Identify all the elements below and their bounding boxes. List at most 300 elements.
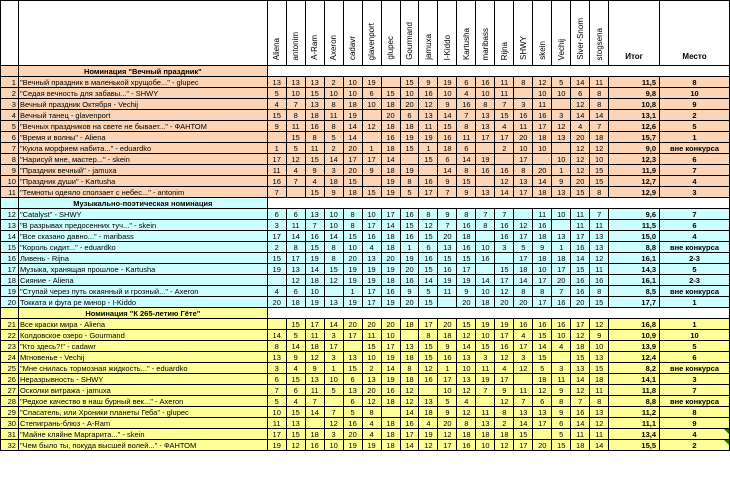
score-cell[interactable]: 4: [362, 429, 381, 440]
score-cell[interactable]: 14: [438, 110, 457, 121]
score-cell[interactable]: 10: [381, 330, 400, 341]
score-cell[interactable]: 8: [590, 99, 609, 110]
score-cell[interactable]: 7: [267, 187, 286, 198]
score-cell[interactable]: 20: [571, 297, 590, 308]
score-cell[interactable]: 10: [438, 385, 457, 396]
score-cell[interactable]: 14: [533, 176, 552, 187]
score-cell[interactable]: 11: [286, 121, 305, 132]
score-cell[interactable]: 11: [495, 88, 514, 99]
score-cell[interactable]: 16: [381, 286, 400, 297]
score-cell[interactable]: 8: [476, 220, 495, 231]
score-cell[interactable]: 12: [286, 440, 305, 451]
score-cell[interactable]: 19: [476, 374, 495, 385]
score-cell[interactable]: 11: [571, 220, 590, 231]
score-cell[interactable]: 14: [286, 231, 305, 242]
entry-number-cell[interactable]: 8: [1, 154, 19, 165]
entry-number-cell[interactable]: 3: [1, 99, 19, 110]
score-cell[interactable]: 17: [419, 187, 438, 198]
score-cell[interactable]: 4: [362, 418, 381, 429]
score-cell[interactable]: 8: [514, 77, 533, 88]
score-cell[interactable]: 18: [305, 110, 324, 121]
score-cell[interactable]: 10: [476, 242, 495, 253]
place-cell[interactable]: вне конкурса: [660, 363, 730, 374]
score-cell[interactable]: 9: [533, 242, 552, 253]
total-cell[interactable]: 10,8: [609, 99, 660, 110]
score-cell[interactable]: 16: [267, 176, 286, 187]
score-cell[interactable]: 17: [362, 286, 381, 297]
score-cell[interactable]: 8: [400, 176, 419, 187]
score-cell[interactable]: 11: [476, 407, 495, 418]
score-cell[interactable]: 20: [362, 319, 381, 330]
score-cell[interactable]: 13: [590, 352, 609, 363]
total-cell[interactable]: 12,4: [609, 352, 660, 363]
place-cell[interactable]: 8: [660, 77, 730, 88]
score-cell[interactable]: 8: [400, 363, 419, 374]
category-filler-cell[interactable]: [267, 66, 729, 77]
total-cell[interactable]: 14,3: [609, 264, 660, 275]
score-cell[interactable]: 11: [514, 385, 533, 396]
score-cell[interactable]: 15: [533, 352, 552, 363]
score-cell[interactable]: 18: [438, 143, 457, 154]
score-cell[interactable]: 9: [438, 407, 457, 418]
score-cell[interactable]: [362, 132, 381, 143]
entry-title-cell[interactable]: Неразрывность - SHWY: [18, 374, 267, 385]
score-cell[interactable]: 20: [267, 297, 286, 308]
score-cell[interactable]: 13: [267, 352, 286, 363]
entry-title-cell[interactable]: "Редкое качество в наш бурный век..." - Axeron: [18, 396, 267, 407]
score-cell[interactable]: 8: [343, 209, 362, 220]
score-cell[interactable]: 2: [267, 242, 286, 253]
entry-title-cell[interactable]: Токката и фуга ре минор - I-Kiddo: [18, 297, 267, 308]
total-cell[interactable]: 14,1: [609, 374, 660, 385]
score-cell[interactable]: 16: [533, 319, 552, 330]
score-cell[interactable]: [476, 264, 495, 275]
score-cell[interactable]: 20: [571, 176, 590, 187]
score-cell[interactable]: 16: [457, 220, 476, 231]
entry-title-cell[interactable]: "Вечный праздник в маленькой хрущобе..." - glupec: [18, 77, 267, 88]
score-cell[interactable]: 8: [495, 407, 514, 418]
score-cell[interactable]: [552, 352, 571, 363]
score-cell[interactable]: 12: [571, 385, 590, 396]
entry-title-cell[interactable]: "Спасатель, или Хроники планеты Геба" - glupec: [18, 407, 267, 418]
score-cell[interactable]: 4: [267, 286, 286, 297]
score-cell[interactable]: 9: [552, 385, 571, 396]
score-cell[interactable]: 8: [457, 418, 476, 429]
score-cell[interactable]: 16: [495, 231, 514, 242]
entry-number-cell[interactable]: 6: [1, 132, 19, 143]
entry-number-cell[interactable]: 4: [1, 110, 19, 121]
place-cell[interactable]: 4: [660, 429, 730, 440]
place-cell[interactable]: вне конкурса: [660, 143, 730, 154]
score-cell[interactable]: 19: [400, 132, 419, 143]
entry-title-cell[interactable]: "Вечных праздников на свете не бывает..." - ФАНТОМ: [18, 121, 267, 132]
score-cell[interactable]: 18: [533, 187, 552, 198]
score-cell[interactable]: 13: [362, 253, 381, 264]
score-cell[interactable]: 10: [324, 440, 343, 451]
score-cell[interactable]: 16: [571, 242, 590, 253]
score-cell[interactable]: 3: [514, 99, 533, 110]
score-cell[interactable]: 20: [514, 132, 533, 143]
score-cell[interactable]: 17: [476, 132, 495, 143]
score-cell[interactable]: 18: [305, 429, 324, 440]
place-cell[interactable]: 3: [660, 374, 730, 385]
score-cell[interactable]: 13: [476, 121, 495, 132]
place-cell[interactable]: 5: [660, 264, 730, 275]
score-cell[interactable]: 19: [305, 297, 324, 308]
score-cell[interactable]: 12: [571, 99, 590, 110]
score-cell[interactable]: 15: [343, 176, 362, 187]
score-cell[interactable]: 15: [514, 429, 533, 440]
score-cell[interactable]: 6: [362, 88, 381, 99]
entry-title-cell[interactable]: "Время и волны" - Aliena: [18, 132, 267, 143]
score-cell[interactable]: 18: [533, 132, 552, 143]
score-cell[interactable]: 18: [495, 429, 514, 440]
entry-number-cell[interactable]: 27: [1, 385, 19, 396]
score-cell[interactable]: 15: [400, 77, 419, 88]
score-cell[interactable]: 12: [438, 429, 457, 440]
score-cell[interactable]: 3: [324, 429, 343, 440]
score-cell[interactable]: 18: [381, 418, 400, 429]
total-cell[interactable]: 11,8: [609, 385, 660, 396]
score-cell[interactable]: 15: [419, 341, 438, 352]
score-cell[interactable]: 17: [267, 154, 286, 165]
score-cell[interactable]: 3: [324, 330, 343, 341]
score-cell[interactable]: 18: [343, 99, 362, 110]
total-cell[interactable]: 11,5: [609, 77, 660, 88]
entry-title-cell[interactable]: Вечный праздник Октября - Vechij: [18, 99, 267, 110]
score-cell[interactable]: [514, 88, 533, 99]
place-cell[interactable]: 6: [660, 220, 730, 231]
score-cell[interactable]: 12: [324, 418, 343, 429]
score-cell[interactable]: 11: [476, 363, 495, 374]
score-cell[interactable]: [362, 110, 381, 121]
score-cell[interactable]: [514, 209, 533, 220]
score-cell[interactable]: 20: [400, 99, 419, 110]
entry-number-cell[interactable]: 13: [1, 220, 19, 231]
score-cell[interactable]: 10: [590, 341, 609, 352]
score-cell[interactable]: 9: [438, 99, 457, 110]
score-cell[interactable]: 15: [571, 187, 590, 198]
score-cell[interactable]: 12: [571, 330, 590, 341]
score-cell[interactable]: 12: [400, 385, 419, 396]
score-cell[interactable]: 18: [457, 231, 476, 242]
score-cell[interactable]: 15: [343, 363, 362, 374]
score-cell[interactable]: 18: [419, 407, 438, 418]
score-cell[interactable]: 19: [419, 132, 438, 143]
score-cell[interactable]: 14: [571, 110, 590, 121]
score-cell[interactable]: 14: [305, 407, 324, 418]
score-cell[interactable]: 16: [305, 440, 324, 451]
score-cell[interactable]: [514, 374, 533, 385]
score-cell[interactable]: 14: [400, 440, 419, 451]
total-cell[interactable]: 9,0: [609, 143, 660, 154]
score-cell[interactable]: 4: [267, 99, 286, 110]
score-cell[interactable]: [476, 143, 495, 154]
score-cell[interactable]: 10: [324, 220, 343, 231]
entry-title-cell[interactable]: "Все сказано давно..." - maribass: [18, 231, 267, 242]
score-cell[interactable]: 12: [533, 77, 552, 88]
total-cell[interactable]: 8,5: [609, 286, 660, 297]
score-cell[interactable]: 16: [571, 286, 590, 297]
score-cell[interactable]: 12: [419, 220, 438, 231]
score-cell[interactable]: 13: [476, 110, 495, 121]
score-cell[interactable]: 9: [438, 176, 457, 187]
score-cell[interactable]: 19: [381, 187, 400, 198]
score-cell[interactable]: 19: [381, 176, 400, 187]
score-cell[interactable]: 17: [438, 440, 457, 451]
total-cell[interactable]: 11,2: [609, 407, 660, 418]
category-filler-cell[interactable]: [267, 308, 729, 319]
place-cell[interactable]: вне конкурса: [660, 286, 730, 297]
score-cell[interactable]: 8: [324, 121, 343, 132]
score-cell[interactable]: 14: [476, 275, 495, 286]
voter-header-cell[interactable]: [343, 1, 362, 66]
entry-title-cell[interactable]: "Ступай через путь окаянный и грозный..." - Axeron: [18, 286, 267, 297]
score-cell[interactable]: 9: [267, 121, 286, 132]
score-cell[interactable]: 6: [457, 143, 476, 154]
score-cell[interactable]: 13: [476, 187, 495, 198]
score-cell[interactable]: 4: [362, 242, 381, 253]
voter-header-cell[interactable]: [495, 1, 514, 66]
score-cell[interactable]: 8: [514, 286, 533, 297]
score-cell[interactable]: 9: [419, 77, 438, 88]
score-cell[interactable]: 11: [533, 99, 552, 110]
score-cell[interactable]: 20: [438, 319, 457, 330]
score-cell[interactable]: [438, 297, 457, 308]
score-cell[interactable]: 17: [362, 154, 381, 165]
score-cell[interactable]: 13: [400, 341, 419, 352]
score-cell[interactable]: 14: [590, 110, 609, 121]
score-cell[interactable]: 11: [286, 220, 305, 231]
score-cell[interactable]: 11: [571, 209, 590, 220]
score-cell[interactable]: 15: [495, 264, 514, 275]
score-cell[interactable]: 12: [495, 176, 514, 187]
total-cell[interactable]: 13,9: [609, 341, 660, 352]
score-cell[interactable]: 15: [533, 330, 552, 341]
score-cell[interactable]: 18: [324, 176, 343, 187]
score-cell[interactable]: 18: [381, 396, 400, 407]
score-cell[interactable]: 16: [476, 253, 495, 264]
score-cell[interactable]: 6: [267, 374, 286, 385]
score-cell[interactable]: 19: [267, 264, 286, 275]
score-cell[interactable]: 16: [457, 440, 476, 451]
score-cell[interactable]: 18: [381, 143, 400, 154]
score-cell[interactable]: 8: [590, 396, 609, 407]
score-cell[interactable]: 20: [381, 253, 400, 264]
place-cell[interactable]: вне конкурса: [660, 396, 730, 407]
total-cell[interactable]: 17,7: [609, 297, 660, 308]
total-cell[interactable]: 16,1: [609, 253, 660, 264]
score-cell[interactable]: 16: [305, 231, 324, 242]
score-cell[interactable]: 15: [571, 352, 590, 363]
score-cell[interactable]: 13: [286, 77, 305, 88]
score-cell[interactable]: 16: [476, 165, 495, 176]
score-cell[interactable]: 16: [533, 220, 552, 231]
score-cell[interactable]: [267, 319, 286, 330]
score-cell[interactable]: 18: [381, 440, 400, 451]
score-cell[interactable]: 18: [381, 242, 400, 253]
score-cell[interactable]: 14: [324, 154, 343, 165]
score-cell[interactable]: 15: [590, 297, 609, 308]
score-cell[interactable]: 11: [590, 429, 609, 440]
total-cell[interactable]: 8,8: [609, 242, 660, 253]
score-cell[interactable]: 11: [438, 286, 457, 297]
score-cell[interactable]: 20: [438, 418, 457, 429]
score-cell[interactable]: 18: [590, 374, 609, 385]
score-cell[interactable]: 2: [324, 143, 343, 154]
entry-title-cell[interactable]: Колдовское озеро - Gourmand: [18, 330, 267, 341]
score-cell[interactable]: 15: [457, 253, 476, 264]
score-cell[interactable]: 19: [343, 264, 362, 275]
voter-header-cell[interactable]: [533, 1, 552, 66]
total-cell[interactable]: 16,8: [609, 319, 660, 330]
entry-number-cell[interactable]: 9: [1, 165, 19, 176]
entry-number-cell[interactable]: 32: [1, 440, 19, 451]
score-cell[interactable]: 16: [438, 264, 457, 275]
entry-title-cell[interactable]: Степигрань-блюз - A-Ram: [18, 418, 267, 429]
score-cell[interactable]: [476, 231, 495, 242]
total-cell[interactable]: 12,9: [609, 187, 660, 198]
score-cell[interactable]: 17: [571, 319, 590, 330]
score-cell[interactable]: 12: [305, 352, 324, 363]
score-cell[interactable]: 10: [552, 88, 571, 99]
total-cell[interactable]: 8,8: [609, 396, 660, 407]
place-cell[interactable]: 2: [660, 110, 730, 121]
score-cell[interactable]: 15: [305, 154, 324, 165]
score-cell[interactable]: [419, 385, 438, 396]
category-row-number-cell[interactable]: [1, 308, 19, 319]
score-cell[interactable]: 17: [286, 253, 305, 264]
score-cell[interactable]: 12: [419, 440, 438, 451]
score-cell[interactable]: 17: [381, 209, 400, 220]
score-cell[interactable]: 14: [305, 264, 324, 275]
score-cell[interactable]: 14: [457, 341, 476, 352]
place-cell[interactable]: 4: [660, 176, 730, 187]
score-cell[interactable]: 8: [457, 121, 476, 132]
score-cell[interactable]: 8: [343, 220, 362, 231]
score-cell[interactable]: [324, 286, 343, 297]
score-cell[interactable]: 17: [514, 440, 533, 451]
score-cell[interactable]: 14: [286, 341, 305, 352]
entry-title-cell[interactable]: "Седая вечность для забавы..." - SHWY: [18, 88, 267, 99]
score-cell[interactable]: 19: [343, 297, 362, 308]
score-cell[interactable]: 15: [571, 264, 590, 275]
score-cell[interactable]: 13: [590, 242, 609, 253]
score-cell[interactable]: 3: [324, 165, 343, 176]
score-cell[interactable]: 4: [286, 363, 305, 374]
score-cell[interactable]: 16: [400, 275, 419, 286]
score-cell[interactable]: 16: [571, 407, 590, 418]
score-cell[interactable]: 15: [590, 176, 609, 187]
score-cell[interactable]: 20: [533, 440, 552, 451]
score-cell[interactable]: 14: [381, 220, 400, 231]
score-cell[interactable]: 15: [552, 440, 571, 451]
score-cell[interactable]: 17: [571, 231, 590, 242]
score-cell[interactable]: 6: [533, 396, 552, 407]
score-cell[interactable]: 16: [438, 132, 457, 143]
score-cell[interactable]: 10: [400, 88, 419, 99]
score-cell[interactable]: 7: [552, 286, 571, 297]
score-cell[interactable]: 8: [324, 99, 343, 110]
score-cell[interactable]: 8: [419, 209, 438, 220]
score-cell[interactable]: 13: [552, 231, 571, 242]
score-cell[interactable]: 12: [286, 154, 305, 165]
score-cell[interactable]: 1: [343, 286, 362, 297]
score-cell[interactable]: 10: [438, 88, 457, 99]
score-cell[interactable]: 1: [400, 242, 419, 253]
score-cell[interactable]: 13: [305, 209, 324, 220]
header-corner-cell[interactable]: [1, 1, 19, 66]
entry-number-cell[interactable]: 1: [1, 77, 19, 88]
score-cell[interactable]: 5: [419, 286, 438, 297]
score-cell[interactable]: [381, 77, 400, 88]
score-cell[interactable]: 6: [400, 110, 419, 121]
score-cell[interactable]: 16: [571, 275, 590, 286]
score-cell[interactable]: 9: [457, 187, 476, 198]
score-cell[interactable]: 16: [381, 132, 400, 143]
score-cell[interactable]: 18: [533, 231, 552, 242]
score-cell[interactable]: 16: [495, 220, 514, 231]
score-cell[interactable]: 10: [476, 88, 495, 99]
score-cell[interactable]: 17: [514, 154, 533, 165]
score-cell[interactable]: 13: [343, 352, 362, 363]
place-cell[interactable]: 5: [660, 341, 730, 352]
score-cell[interactable]: [533, 429, 552, 440]
score-cell[interactable]: 20: [343, 319, 362, 330]
voter-header-cell[interactable]: [362, 1, 381, 66]
score-cell[interactable]: 10: [362, 352, 381, 363]
entry-number-cell[interactable]: 11: [1, 187, 19, 198]
score-cell[interactable]: 10: [457, 363, 476, 374]
score-cell[interactable]: 7: [438, 220, 457, 231]
score-cell[interactable]: 8: [533, 286, 552, 297]
score-cell[interactable]: 10: [476, 286, 495, 297]
score-cell[interactable]: 9: [552, 407, 571, 418]
score-cell[interactable]: 17: [400, 429, 419, 440]
score-cell[interactable]: 4: [286, 396, 305, 407]
score-cell[interactable]: 7: [324, 407, 343, 418]
entry-title-cell[interactable]: Вечный танец - glavenport: [18, 110, 267, 121]
score-cell[interactable]: 20: [343, 143, 362, 154]
voter-header-cell[interactable]: [400, 1, 419, 66]
score-cell[interactable]: 15: [267, 110, 286, 121]
score-cell[interactable]: 12: [495, 352, 514, 363]
score-cell[interactable]: 15: [495, 110, 514, 121]
score-cell[interactable]: 18: [286, 297, 305, 308]
voter-header-cell[interactable]: [286, 1, 305, 66]
score-cell[interactable]: 14: [571, 418, 590, 429]
score-cell[interactable]: 13: [438, 242, 457, 253]
score-cell[interactable]: 6: [286, 286, 305, 297]
score-cell[interactable]: 7: [495, 209, 514, 220]
entry-number-cell[interactable]: 12: [1, 209, 19, 220]
place-cell[interactable]: 2-3: [660, 253, 730, 264]
score-cell[interactable]: [476, 176, 495, 187]
score-cell[interactable]: 9: [590, 330, 609, 341]
score-cell[interactable]: 19: [400, 253, 419, 264]
score-cell[interactable]: 11: [305, 143, 324, 154]
place-cell[interactable]: 1: [660, 297, 730, 308]
score-cell[interactable]: 19: [400, 165, 419, 176]
score-cell[interactable]: 17: [362, 297, 381, 308]
voter-header-cell[interactable]: [590, 1, 609, 66]
score-cell[interactable]: 10: [324, 88, 343, 99]
score-cell[interactable]: 13: [324, 297, 343, 308]
entry-title-cell[interactable]: Ливень - Rijna: [18, 253, 267, 264]
place-cell[interactable]: 10: [660, 88, 730, 99]
entry-number-cell[interactable]: 31: [1, 429, 19, 440]
score-cell[interactable]: 14: [495, 187, 514, 198]
